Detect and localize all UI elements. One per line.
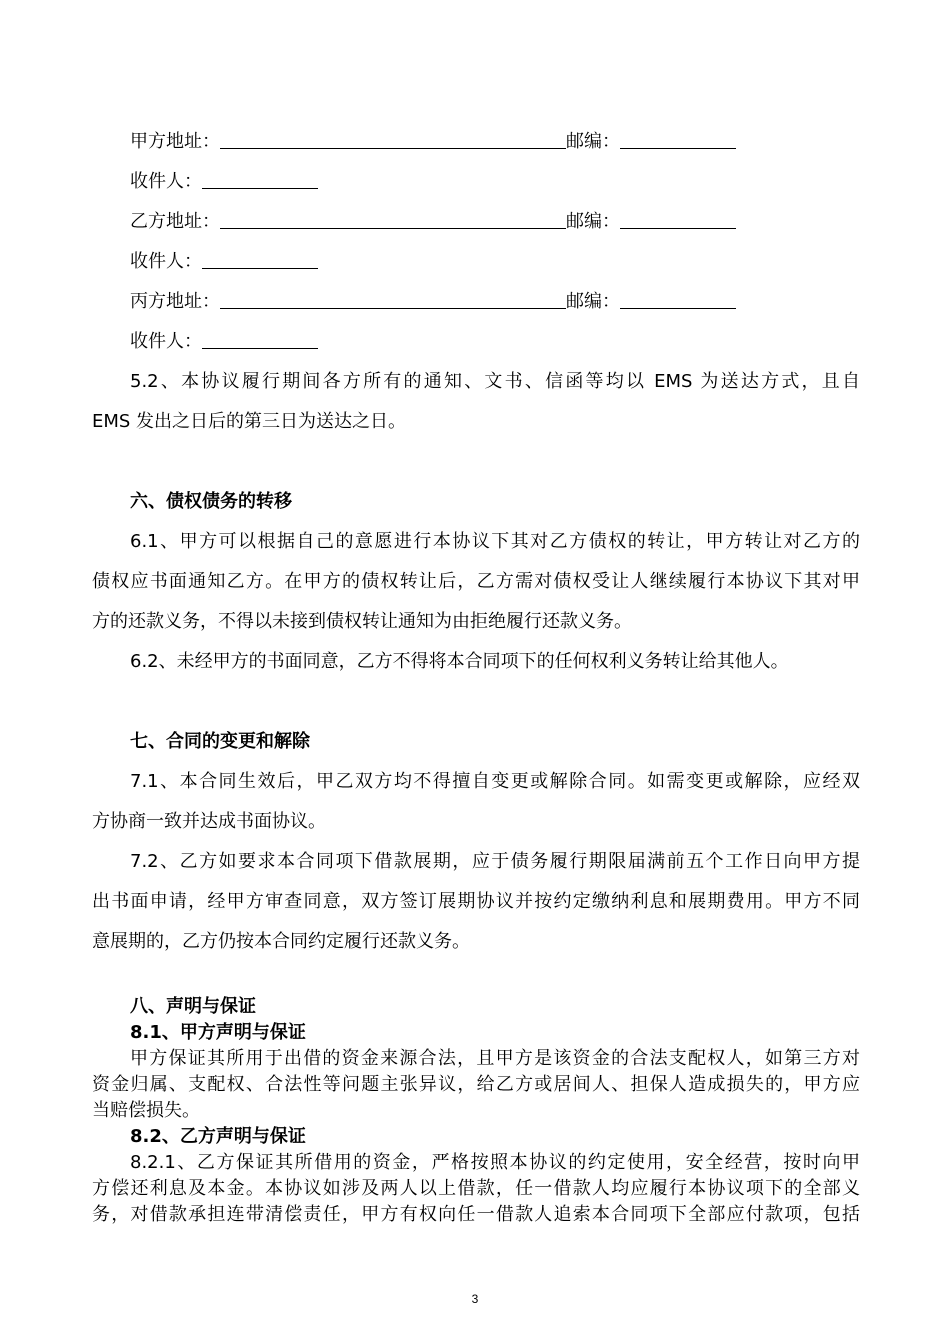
party-c-recipient-row [130,330,860,354]
party-a-address-row [130,130,860,154]
party-b-recipient-label: 收件人： [130,251,202,272]
party-b-address-row [130,210,860,234]
party-a-zip-label: 邮编： [566,131,620,152]
para-8-2-line1: 8.2.1、乙方保证其所借用的资金，严格按照本协议的约定使用，安全经营，按时向甲 [130,1152,860,1173]
clause-7-1-line2: 方协商一致并达成书面协议。 [92,811,326,832]
clause-7-2-line2: 出书面申请，经甲方审查同意，双方签订展期协议并按约定缴纳利息和展期费用。甲方不同 [92,891,860,912]
party-c-recipient-blank [202,330,318,349]
party-b-recipient-row [130,250,860,274]
party-a-recipient-label: 收件人： [130,171,202,192]
section-8-heading: 八、声明与保证 [130,996,256,1017]
party-c-recipient-label: 收件人： [130,331,202,352]
party-c-address-row [130,290,860,314]
page-number: 3 [471,1292,479,1306]
party-b-zip-label: 邮编： [566,211,620,232]
party-a-recipient-row [130,170,860,194]
clause-6-1-line1: 6.1、甲方可以根据自己的意愿进行本协议下其对乙方债权的转让，甲方转让对乙方的 [130,531,860,552]
section-6-heading: 六、债权债务的转移 [130,491,292,512]
party-a-zip-blank [620,130,736,149]
party-c-address-label: 丙方地址： [130,291,220,312]
section-7-heading: 七、合同的变更和解除 [130,731,310,752]
party-b-address-label: 乙方地址： [130,211,220,232]
subsection-8-2-heading: 8.2、乙方声明与保证 [130,1126,306,1147]
para-8-1-line2: 资金归属、支配权、合法性等问题主张异议，给乙方或居间人、担保人造成损失的，甲方应 [92,1074,860,1095]
party-c-zip-label: 邮编： [566,291,620,312]
party-c-address-blank [220,290,566,309]
clause-7-2-line1: 7.2、乙方如要求本合同项下借款展期，应于债务履行期限届满前五个工作日向甲方提 [130,851,860,872]
party-a-address-blank [220,130,566,149]
para-8-2-line2: 方偿还利息及本金。本协议如涉及两人以上借款，任一借款人均应履行本协议项下的全部义 [92,1178,860,1199]
party-b-zip-blank [620,210,736,229]
clause-6-2: 6.2、未经甲方的书面同意，乙方不得将本合同项下的任何权利义务转让给其他人。 [130,651,789,672]
party-a-recipient-blank [202,170,318,189]
clause-6-1-line2: 债权应书面通知乙方。在甲方的债权转让后，乙方需对债权受让人继续履行本协议下其对甲 [92,571,860,592]
clause-7-1-line1: 7.1、本合同生效后，甲乙双方均不得擅自变更或解除合同。如需变更或解除，应经双 [130,771,860,792]
para-8-2-line3: 务，对借款承担连带清偿责任，甲方有权向任一借款人追索本合同项下全部应付款项，包括 [92,1204,860,1225]
party-b-address-blank [220,210,566,229]
clause-7-2-line3: 意展期的，乙方仍按本合同约定履行还款义务。 [92,931,470,952]
party-a-address-label: 甲方地址： [130,131,220,152]
party-c-zip-blank [620,290,736,309]
clause-5-2-line1: 5.2、本协议履行期间各方所有的通知、文书、信函等均以 EMS 为送达方式，且自 [130,371,860,392]
party-b-recipient-blank [202,250,318,269]
para-8-1-line3: 当赔偿损失。 [92,1100,200,1121]
para-8-1-line1: 甲方保证其所用于出借的资金来源合法，且甲方是该资金的合法支配权人，如第三方对 [130,1048,860,1069]
clause-6-1-line3: 方的还款义务，不得以未接到债权转让通知为由拒绝履行还款义务。 [92,611,632,632]
clause-5-2-line2: EMS 发出之日后的第三日为送达之日。 [92,411,407,432]
subsection-8-1-heading: 8.1、甲方声明与保证 [130,1022,306,1043]
